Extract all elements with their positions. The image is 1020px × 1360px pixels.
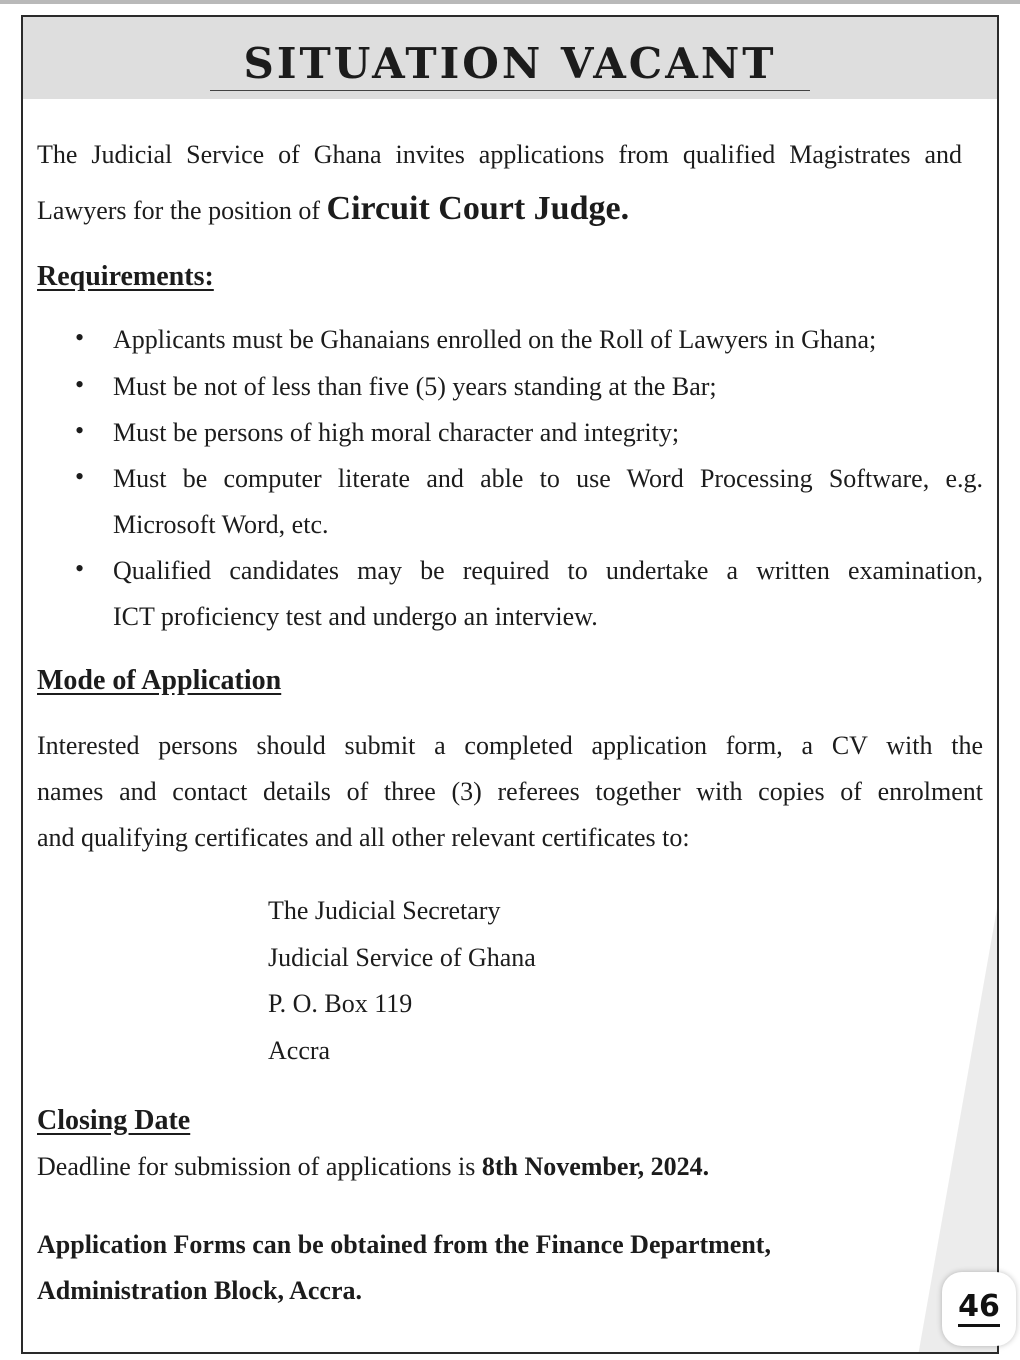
mode-line-2: names and contact details of three (3) referees together with copies of enrolment [37,777,983,806]
intro-line-2 [37,189,629,230]
forms-line-2: Administration Block, Accra. [37,1276,362,1305]
mode-line-1: Interested persons should submit a completed application form, a CV with the [37,731,983,760]
advert-frame [21,15,999,1354]
bullet-icon: • [75,554,85,583]
address-line-4: Accra [268,1036,331,1065]
requirement-4-line-2: Microsoft Word, etc. [113,510,329,539]
requirement-3: Must be persons of high moral character and integrity; [113,418,680,447]
address-line-1: The Judicial Secretary [268,896,501,925]
bullet-icon: • [75,370,85,399]
requirement-2: Must be not of less than five (5) years standing at the Bar; [113,372,717,401]
closing-line [37,1151,709,1182]
requirement-5-line-1: Qualified candidates may be required to undertake a written examination, [113,556,983,585]
requirements-heading: Requirements: [37,261,214,292]
position-title: Circuit Court Judge. [326,190,630,227]
page-number-badge [942,1272,1016,1346]
mode-line-3: and qualifying certificates and all other relevant certificates to: [37,823,690,852]
closing-heading: Closing Date [37,1105,191,1136]
mode-heading: Mode of Application [37,665,282,696]
forms-line-1: Application Forms can be obtained from the Finance Department, [37,1230,771,1259]
page-title: SITUATION VACANT [243,39,777,88]
intro-prefix: Lawyers for the position of [37,196,321,225]
bullet-icon: • [75,416,85,445]
top-divider [0,0,1020,4]
requirement-5-line-2: ICT proficiency test and undergo an interview. [113,602,598,631]
address-line-2: Judicial Service of Ghana [268,943,536,972]
bullet-icon: • [75,462,85,491]
requirement-4-line-1: Must be computer literate and able to use Word Processing Software, e.g. [113,464,983,493]
requirement-1: Applicants must be Ghanaians enrolled on the Roll of Lawyers in Ghana; [113,325,877,354]
closing-date: 8th November, 2024. [481,1152,710,1181]
closing-prefix: Deadline for submission of applications is [37,1152,476,1181]
bullet-icon: • [75,323,85,352]
address-line-3: P. O. Box 119 [268,989,413,1018]
page-number: 46 [958,1292,1000,1327]
intro-line-1: The Judicial Service of Ghana invites applications from qualified Magistrates and [37,140,962,169]
title-underline [210,90,810,91]
